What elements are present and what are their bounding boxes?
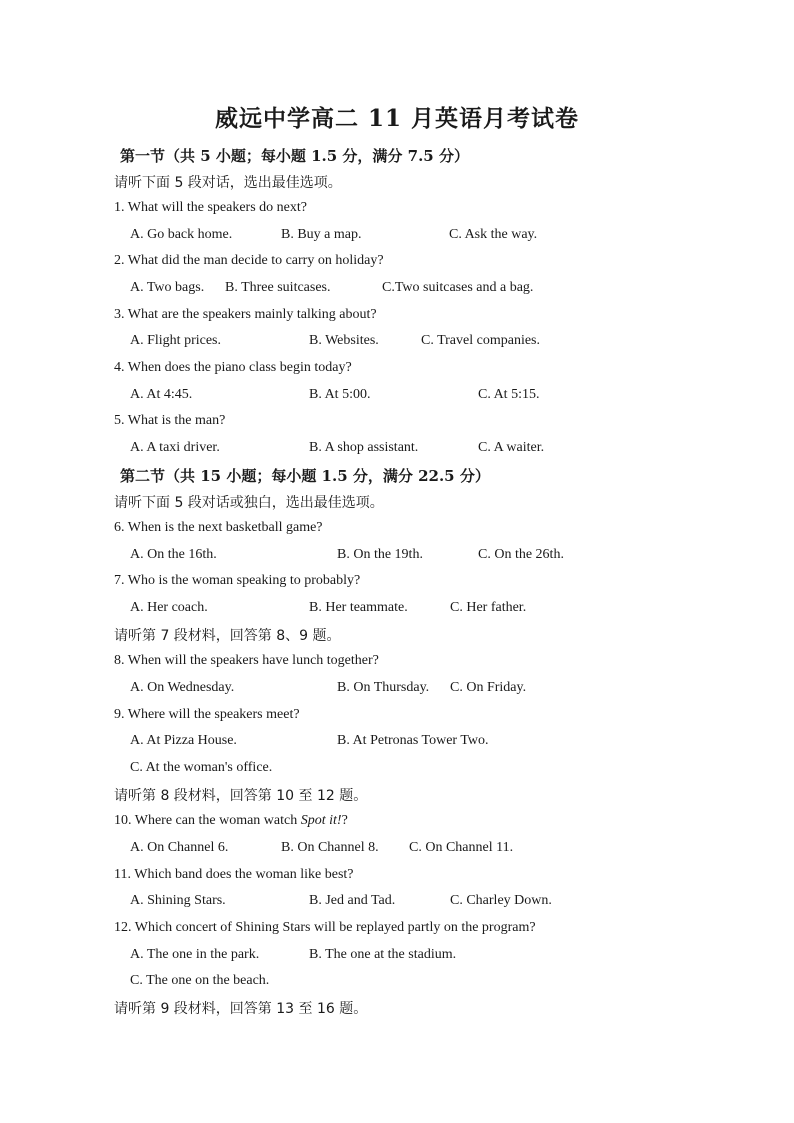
question-3: 3. What are the speakers mainly talking about?: [114, 307, 377, 322]
section2-instruction: 请听下面 5 段对话或独白，选出最佳选项。: [114, 495, 384, 511]
question-10: [114, 813, 348, 829]
q8-option-a: A. On Wednesday.: [130, 680, 235, 695]
q9-option-c: C. At the woman's office.: [130, 760, 273, 775]
q7-option-b: B. Her teammate.: [309, 600, 408, 615]
q7-option-c: C. Her father.: [450, 600, 527, 615]
material-9-instruction: 请听第 9 段材料，回答第 13 至 16 题。: [114, 1001, 368, 1017]
q2-option-b: B. Three suitcases.: [225, 280, 331, 295]
q9-option-b: B. At Petronas Tower Two.: [337, 733, 489, 748]
q6-option-b: B. On the 19th.: [337, 547, 423, 562]
q4-option-a: A. At 4:45.: [130, 387, 193, 402]
q3-option-b: B. Websites.: [309, 333, 379, 348]
section1-instruction: 请听下面 5 段对话，选出最佳选项。: [114, 175, 342, 191]
question-7: 7. Who is the woman speaking to probably?: [114, 573, 361, 588]
material-8-instruction: 请听第 8 段材料，回答第 10 至 12 题。: [114, 788, 368, 804]
q12-option-b: B. The one at the stadium.: [309, 947, 457, 962]
q11-option-a: A. Shining Stars.: [130, 893, 226, 908]
question-9: 9. Where will the speakers meet?: [114, 707, 300, 722]
q3-option-a: A. Flight prices.: [130, 333, 221, 348]
question-12: 12. Which concert of Shining Stars will be replayed partly on the program?: [114, 920, 536, 935]
q10-text-pre: 10. Where can the woman watch: [114, 813, 301, 828]
q12-option-a: A. The one in the park.: [130, 947, 260, 962]
q1-option-a: A. Go back home.: [130, 227, 233, 242]
q11-option-b: B. Jed and Tad.: [309, 893, 396, 908]
question-8: 8. When will the speakers have lunch together?: [114, 653, 379, 668]
q4-option-c: C. At 5:15.: [478, 387, 540, 402]
q5-option-b: B. A shop assistant.: [309, 440, 419, 455]
question-11: 11. Which band does the woman like best?: [114, 867, 354, 882]
q12-option-c: C. The one on the beach.: [130, 973, 270, 988]
question-4: 4. When does the piano class begin today?: [114, 360, 352, 375]
q2-option-a: A. Two bags.: [130, 280, 205, 295]
q10-program-title: Spot it!: [300, 813, 342, 828]
exam-title: 威远中学高二 11 月英语月考试卷: [214, 105, 580, 132]
q10-option-c: C. On Channel 11.: [409, 840, 514, 855]
q9-option-a: A. At Pizza House.: [130, 733, 237, 748]
q7-option-a: A. Her coach.: [130, 600, 208, 615]
question-1: 1. What will the speakers do next?: [114, 200, 307, 215]
q4-option-b: B. At 5:00.: [309, 387, 371, 402]
material-7-instruction: 请听第 7 段材料，回答第 8、9 题。: [114, 628, 341, 644]
q10-option-b: B. On Channel 8.: [281, 840, 379, 855]
q11-option-c: C. Charley Down.: [450, 893, 552, 908]
q10-option-a: A. On Channel 6.: [130, 840, 229, 855]
q6-option-c: C. On the 26th.: [478, 547, 564, 562]
q8-option-c: C. On Friday.: [450, 680, 527, 695]
question-2: 2. What did the man decide to carry on holiday?: [114, 253, 384, 268]
q2-option-c: C.Two suitcases and a bag.: [382, 280, 534, 295]
question-6: 6. When is the next basketball game?: [114, 520, 323, 535]
q3-option-c: C. Travel companies.: [421, 333, 540, 348]
q1-option-b: B. Buy a map.: [281, 227, 362, 242]
q1-option-c: C. Ask the way.: [449, 227, 538, 242]
q8-option-b: B. On Thursday.: [337, 680, 430, 695]
section1-heading: 第一节（共 5 小题；每小题 1.5 分，满分 7.5 分）: [120, 147, 469, 165]
q5-option-c: C. A waiter.: [478, 440, 545, 455]
q10-text-post: ?: [341, 813, 348, 828]
q6-option-a: A. On the 16th.: [130, 547, 217, 562]
q5-option-a: A. A taxi driver.: [130, 440, 220, 455]
section2-heading: 第二节（共 15 小题；每小题 1.5 分，满分 22.5 分）: [120, 467, 490, 485]
question-5: 5. What is the man?: [114, 413, 226, 428]
